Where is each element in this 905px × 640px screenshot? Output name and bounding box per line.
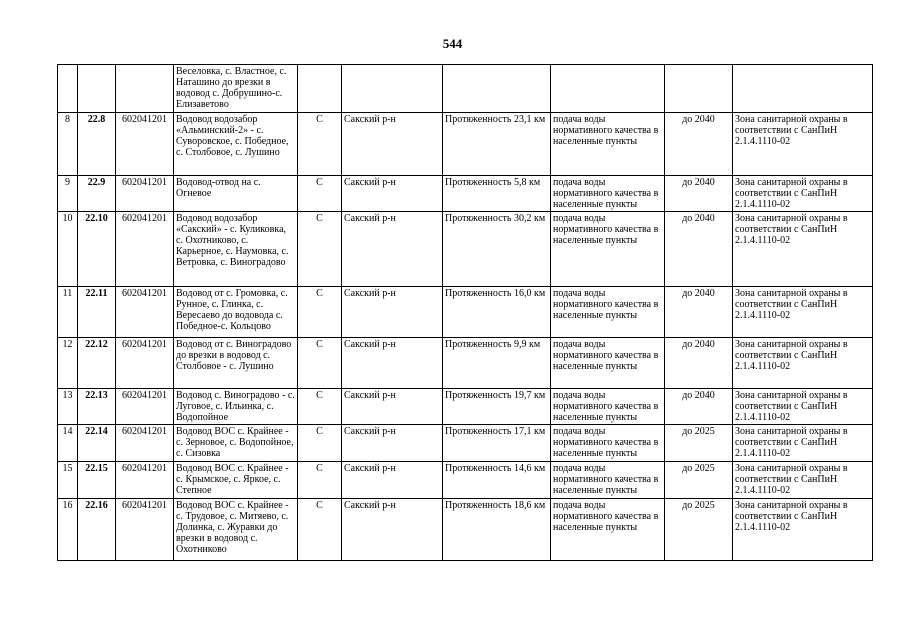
purpose-cell — [551, 65, 665, 113]
object-code-cell: 22.16 — [78, 499, 116, 561]
object-name-cell: Водовод-отвод на с. Огневое — [174, 176, 298, 212]
sanitary-zone-cell: Зона санитарной охраны в соответствии с СанПиН 2.1.4.1110-02 — [733, 113, 873, 176]
object-type-cell: С — [298, 462, 342, 499]
district-cell: Сакский р-н — [342, 176, 443, 212]
objects-table — [57, 64, 873, 561]
object-name-cell: Веселовка, с. Властное, с. Наташино до врезки в водовод с. Добрушино-с. Елизаветово — [174, 65, 298, 113]
row-number-cell: 12 — [58, 338, 78, 389]
object-code-cell: 22.11 — [78, 287, 116, 338]
term-cell: до 2025 — [665, 425, 733, 462]
row-number-cell: 9 — [58, 176, 78, 212]
object-id-cell: 602041201 — [116, 176, 174, 212]
length-cell — [443, 65, 551, 113]
object-id-cell — [116, 65, 174, 113]
object-type-cell: С — [298, 499, 342, 561]
object-name-cell: Водовод с. Виноградово - с. Луговое, с. Ильинка, с. Водопойное — [174, 389, 298, 425]
object-id-cell: 602041201 — [116, 212, 174, 287]
length-cell: Протяженность 19,7 км — [443, 389, 551, 425]
term-cell: до 2040 — [665, 389, 733, 425]
length-cell: Протяженность 16,0 км — [443, 287, 551, 338]
district-cell: Сакский р-н — [342, 462, 443, 499]
district-cell: Сакский р-н — [342, 212, 443, 287]
table-row — [58, 338, 873, 389]
term-cell — [665, 65, 733, 113]
sanitary-zone-cell: Зона санитарной охраны в соответствии с СанПиН 2.1.4.1110-02 — [733, 389, 873, 425]
object-type-cell: С — [298, 425, 342, 462]
object-id-cell: 602041201 — [116, 338, 174, 389]
sanitary-zone-cell: Зона санитарной охраны в соответствии с СанПиН 2.1.4.1110-02 — [733, 176, 873, 212]
term-cell: до 2040 — [665, 338, 733, 389]
row-number-cell: 13 — [58, 389, 78, 425]
length-cell: Протяженность 23,1 км — [443, 113, 551, 176]
object-code-cell: 22.13 — [78, 389, 116, 425]
object-type-cell — [298, 65, 342, 113]
purpose-cell: подача воды нормативного качества в населенные пункты — [551, 499, 665, 561]
table-row — [58, 389, 873, 425]
object-name-cell: Водовод ВОС с. Крайнее - с. Трудовое, с. Митяево, с. Долинка, с. Журавки до врезки в водовод с. Охотниково — [174, 499, 298, 561]
sanitary-zone-cell: Зона санитарной охраны в соответствии с СанПиН 2.1.4.1110-02 — [733, 462, 873, 499]
sanitary-zone-cell: Зона санитарной охраны в соответствии с СанПиН 2.1.4.1110-02 — [733, 338, 873, 389]
purpose-cell: подача воды нормативного качества в населенные пункты — [551, 287, 665, 338]
table-row — [58, 113, 873, 176]
district-cell: Сакский р-н — [342, 425, 443, 462]
sanitary-zone-cell: Зона санитарной охраны в соответствии с СанПиН 2.1.4.1110-02 — [733, 212, 873, 287]
sanitary-zone-cell — [733, 65, 873, 113]
object-type-cell: С — [298, 176, 342, 212]
object-code-cell: 22.12 — [78, 338, 116, 389]
row-number-cell: 16 — [58, 499, 78, 561]
row-number-cell: 14 — [58, 425, 78, 462]
sanitary-zone-cell: Зона санитарной охраны в соответствии с СанПиН 2.1.4.1110-02 — [733, 499, 873, 561]
object-code-cell: 22.9 — [78, 176, 116, 212]
table-row — [58, 287, 873, 338]
district-cell — [342, 65, 443, 113]
object-id-cell: 602041201 — [116, 462, 174, 499]
purpose-cell: подача воды нормативного качества в населенные пункты — [551, 425, 665, 462]
object-name-cell: Водовод водозабор «Альминский-2» - с. Суворовское, с. Победное, с. Столбовое, с. Лушино — [174, 113, 298, 176]
object-id-cell: 602041201 — [116, 499, 174, 561]
term-cell: до 2040 — [665, 287, 733, 338]
purpose-cell: подача воды нормативного качества в населенные пункты — [551, 212, 665, 287]
object-id-cell: 602041201 — [116, 389, 174, 425]
object-name-cell: Водовод ВОС с. Крайнее - с. Крымское, с. Яркое, с. Степное — [174, 462, 298, 499]
row-number-cell — [58, 65, 78, 113]
row-number-cell: 15 — [58, 462, 78, 499]
object-type-cell: С — [298, 389, 342, 425]
length-cell: Протяженность 17,1 км — [443, 425, 551, 462]
object-name-cell: Водовод от с. Виноградово до врезки в водовод с. Столбовое - с. Лушино — [174, 338, 298, 389]
purpose-cell: подача воды нормативного качества в населенные пункты — [551, 462, 665, 499]
length-cell: Протяженность 18,6 км — [443, 499, 551, 561]
object-type-cell: С — [298, 338, 342, 389]
district-cell: Сакский р-н — [342, 499, 443, 561]
purpose-cell: подача воды нормативного качества в населенные пункты — [551, 176, 665, 212]
term-cell: до 2040 — [665, 212, 733, 287]
object-id-cell: 602041201 — [116, 287, 174, 338]
row-number-cell: 8 — [58, 113, 78, 176]
object-code-cell: 22.14 — [78, 425, 116, 462]
term-cell: до 2025 — [665, 462, 733, 499]
row-number-cell: 11 — [58, 287, 78, 338]
object-name-cell: Водовод от с. Громовка, с. Рунное, с. Глинка, с. Вересаево до водовода с. Победное-с. Кольцово — [174, 287, 298, 338]
object-type-cell: С — [298, 287, 342, 338]
table-row — [58, 425, 873, 462]
table-row — [58, 176, 873, 212]
page-number: 544 — [442, 36, 463, 51]
table-row — [58, 499, 873, 561]
district-cell: Сакский р-н — [342, 113, 443, 176]
district-cell: Сакский р-н — [342, 389, 443, 425]
sanitary-zone-cell: Зона санитарной охраны в соответствии с СанПиН 2.1.4.1110-02 — [733, 425, 873, 462]
purpose-cell: подача воды нормативного качества в населенные пункты — [551, 389, 665, 425]
term-cell: до 2025 — [665, 499, 733, 561]
object-name-cell: Водовод водозабор «Сакский» - с. Куликовка, с. Охотниково, с. Карьерное, с. Наумовка, с. Ветровка, с. Виноградово — [174, 212, 298, 287]
object-code-cell: 22.15 — [78, 462, 116, 499]
object-code-cell: 22.10 — [78, 212, 116, 287]
length-cell: Протяженность 9,9 км — [443, 338, 551, 389]
sanitary-zone-cell: Зона санитарной охраны в соответствии с СанПиН 2.1.4.1110-02 — [733, 287, 873, 338]
length-cell: Протяженность 5,8 км — [443, 176, 551, 212]
term-cell: до 2040 — [665, 176, 733, 212]
table-row — [58, 65, 873, 113]
term-cell: до 2040 — [665, 113, 733, 176]
object-id-cell: 602041201 — [116, 113, 174, 176]
object-type-cell: С — [298, 212, 342, 287]
district-cell: Сакский р-н — [342, 338, 443, 389]
purpose-cell: подача воды нормативного качества в населенные пункты — [551, 113, 665, 176]
purpose-cell: подача воды нормативного качества в населенные пункты — [551, 338, 665, 389]
row-number-cell: 10 — [58, 212, 78, 287]
object-code-cell: 22.8 — [78, 113, 116, 176]
length-cell: Протяженность 14,6 км — [443, 462, 551, 499]
object-name-cell: Водовод ВОС с. Крайнее - с. Зерновое, с. Водопойное, с. Сизовка — [174, 425, 298, 462]
object-code-cell — [78, 65, 116, 113]
table-row — [58, 212, 873, 287]
object-id-cell: 602041201 — [116, 425, 174, 462]
object-type-cell: С — [298, 113, 342, 176]
table-row — [58, 462, 873, 499]
district-cell: Сакский р-н — [342, 287, 443, 338]
length-cell: Протяженность 30,2 км — [443, 212, 551, 287]
